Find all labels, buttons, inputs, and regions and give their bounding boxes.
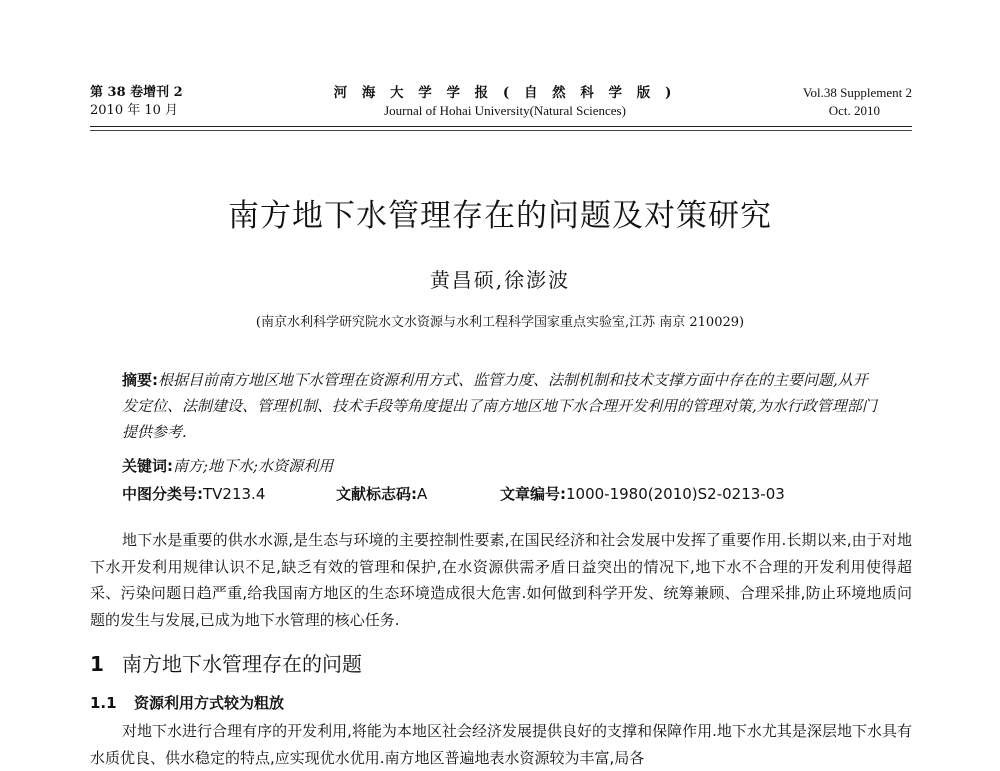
clc-label: 中图分类号: xyxy=(122,485,203,503)
section-1-title: 南方地下水管理存在的问题 xyxy=(122,652,362,676)
clc-number xyxy=(122,481,265,507)
volume-en: Vol.38 Supplement 2 xyxy=(802,85,912,100)
abstract xyxy=(122,367,882,445)
section-1-1-text: 对地下水进行合理有序的开发利用,将能为本地区社会经济发展提供良好的支撑和保障作用.地下水尤其是深层地下水具有水质优良、供水稳定的特点,应实现优水优用.南方地区普遍地表水资源较为丰富,局各 xyxy=(90,722,912,767)
author-affiliation: (南京水利科学研究院水文水资源与水利工程科学国家重点实验室,江苏 南京 210029) xyxy=(255,315,745,330)
header-right xyxy=(803,84,912,120)
section-1-1-heading xyxy=(90,691,284,715)
intro-text: 地下水是重要的供水水源,是生态与环境的主要控制性要素,在国民经济和社会发展中发挥了重要作用.长期以来,由于对地下水开发利用规律认识不足,缺乏有效的管理和保护,在水资源供需矛盾日益突出的情况下,地下水不合理的开发利用使得超采、污染问题日趋严重,给我国南方地区的生态环境造成很大危害.如何做到科学开发、统筹兼顾、合理采排,防止环境地质问题的发生与发展,已成为地下水管理的核心任务. xyxy=(90,531,912,629)
keywords-label: 关键词: xyxy=(122,457,173,475)
header-center xyxy=(290,84,720,120)
section-1-heading xyxy=(90,648,362,680)
keywords xyxy=(122,453,882,479)
paper-authors: 黄昌硕,徐澎波 xyxy=(429,268,571,292)
section-1-1-title: 资源利用方式较为粗放 xyxy=(134,694,285,712)
abstract-text: 根据目前南方地区地下水管理在资源利用方式、监管力度、法制机制和技术支撑方面中存在的主要问题,从开发定位、法制建设、管理机制、技术手段等角度提出了南方地区地下水合理开发利用的管理对策,为水行政管理部门提供参考. xyxy=(122,371,877,441)
volume-cn: 第 38 卷增刊 2 xyxy=(90,85,183,100)
document-code xyxy=(336,481,427,507)
article-number-value: 1000-1980(2010)S2-0213-03 xyxy=(566,485,785,503)
intro-paragraph xyxy=(90,527,912,633)
clc-value: TV213.4 xyxy=(203,485,266,503)
doc-code-label: 文献标志码: xyxy=(336,485,417,503)
header-rule-thin xyxy=(90,130,912,131)
header-rule-thick xyxy=(90,126,912,127)
article-number-label: 文章编号: xyxy=(500,485,566,503)
date-cn: 2010 年 10 月 xyxy=(90,103,179,118)
section-1-1-number: 1.1 xyxy=(90,694,117,712)
header-left xyxy=(90,84,183,120)
article-number xyxy=(500,481,785,507)
date-en: Oct. 2010 xyxy=(828,103,880,118)
journal-name-cn: 河 海 大 学 学 报 ( 自 然 科 学 版 ) xyxy=(333,85,677,101)
section-1-number: 1 xyxy=(90,652,104,676)
journal-header xyxy=(90,84,912,128)
abstract-label: 摘要: xyxy=(122,371,158,389)
paper-title: 南方地下水管理存在的问题及对策研究 xyxy=(228,198,772,234)
doc-code-value: A xyxy=(417,485,428,503)
section-1-1-paragraph xyxy=(90,718,912,771)
keywords-text: 南方;地下水;水资源利用 xyxy=(173,457,334,475)
journal-name-en: Journal of Hohai University(Natural Sciences) xyxy=(384,103,626,118)
